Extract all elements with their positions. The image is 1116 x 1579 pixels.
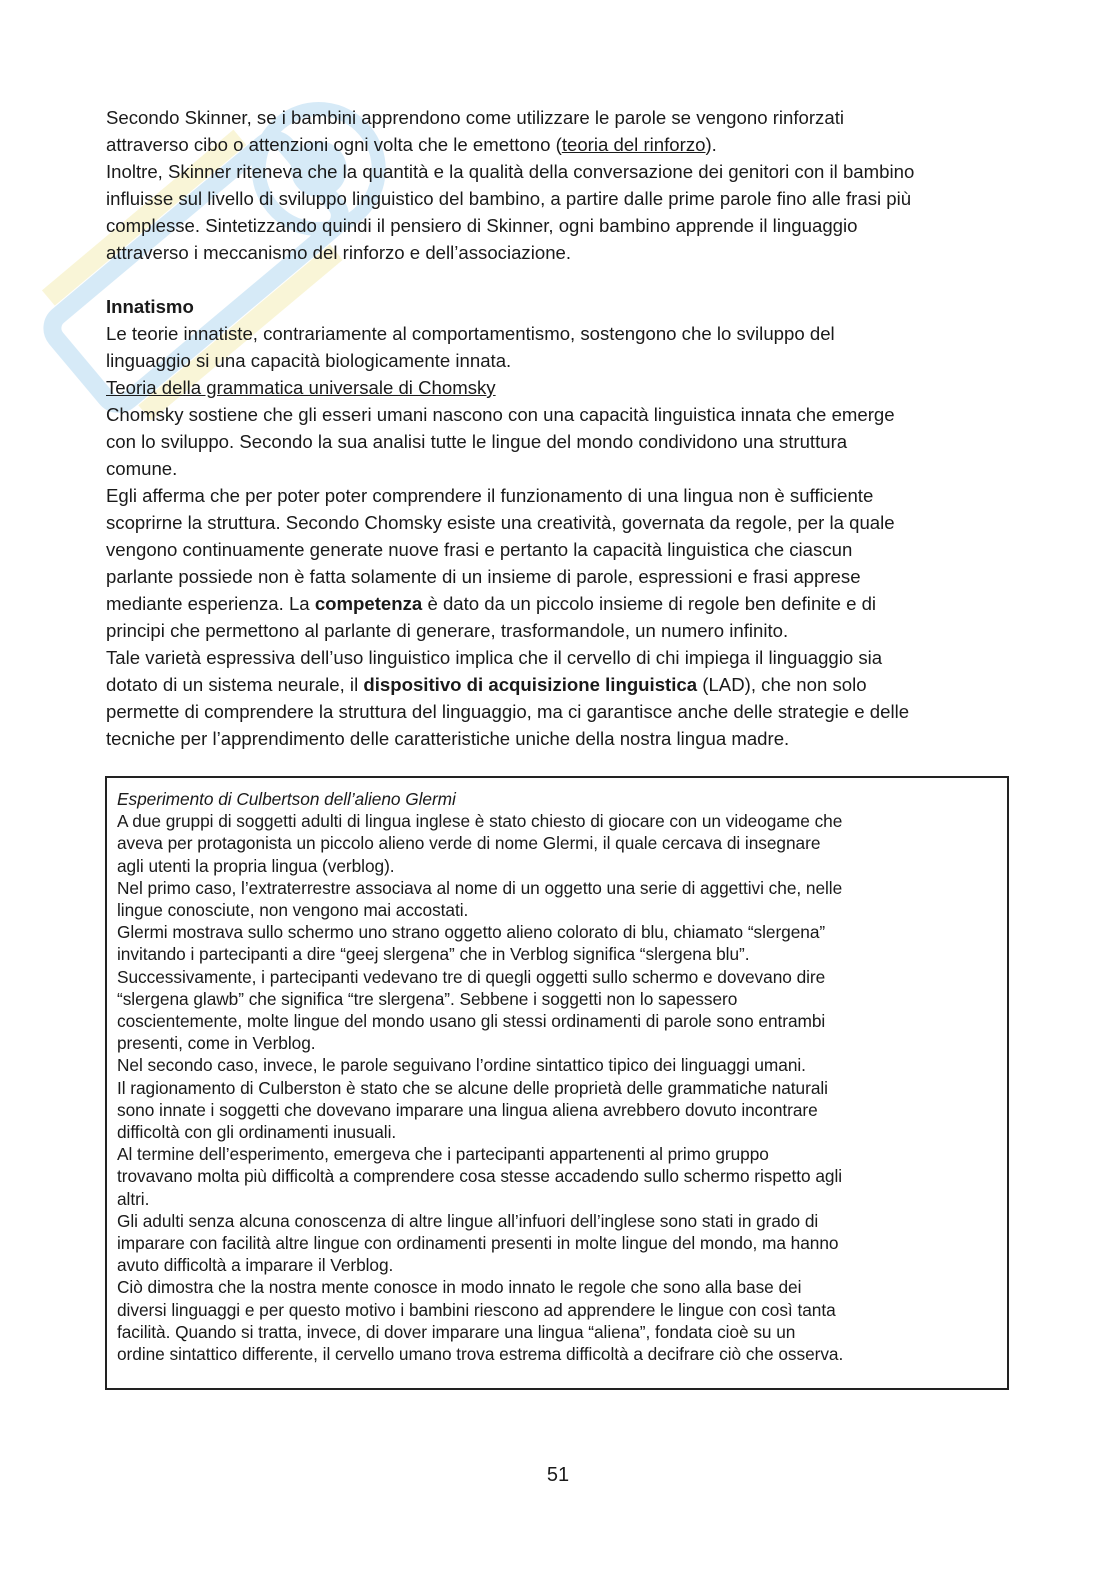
body-line: parlante possiede non è fatta solamente di un insieme di parole, espressioni e frasi apprese [106, 566, 861, 587]
box-line: Glermi mostrava sullo schermo uno strano oggetto alieno colorato di blu, chiamato “slergena” [117, 922, 826, 943]
box-line: ordine sintattico differente, il cervello umano trova estrema difficoltà a decifrare ciò che osserva. [117, 1344, 844, 1365]
bold-term: dispositivo di acquisizione linguistica [363, 674, 698, 695]
body-line: tecniche per l’apprendimento delle caratteristiche uniche della nostra lingua madre. [106, 728, 790, 749]
box-line: invitando i partecipanti a dire “geej slergena” che in Verblog significa “slergena blu”. [117, 944, 750, 965]
experiment-box [105, 776, 1009, 1390]
text-span: ). [705, 134, 717, 155]
box-line: Al termine dell’esperimento, emergeva che i partecipanti appartenenti al primo gruppo [117, 1144, 769, 1165]
intro-line: attraverso i meccanismo del rinforzo e dell’associazione. [106, 242, 572, 263]
box-line: sono innate i soggetti che dovevano imparare una lingua aliena avrebbero dovuto incontrare [117, 1099, 818, 1120]
box-line: imparare con facilità altre lingue con ordinamenti presenti in molte lingue del mondo, ma hanno [117, 1233, 839, 1254]
box-line: avuto difficoltà a imparare il Verblog. [117, 1255, 394, 1276]
body-line [106, 671, 1012, 698]
intro-line: complesse. Sintetizzando quindi il pensiero di Skinner, ogni bambino apprende il linguaggio [106, 215, 858, 236]
box-line: presenti, come in Verblog. [117, 1033, 316, 1054]
text-span: è dato da un piccolo insieme di regole ben definite e di [422, 593, 877, 614]
box-line: difficoltà con gli ordinamenti inusuali. [117, 1122, 397, 1143]
box-line: facilità. Quando si tratta, invece, di dover imparare una lingua “aliena”, fondata cioè su un [117, 1321, 796, 1342]
body-line: Egli afferma che per poter poter comprendere il funzionamento di una lingua non è sufficiente [106, 485, 874, 506]
text-span: mediante esperienza. La [106, 593, 315, 614]
box-line: Nel primo caso, l’extraterrestre associava al nome di un oggetto una serie di aggettivi che, nelle [117, 877, 843, 898]
body-line: Chomsky sostiene che gli esseri umani nascono con una capacità linguistica innata che emerge [106, 404, 895, 425]
text-span: attraverso cibo o attenzioni ogni volta che le emettono ( [106, 134, 562, 155]
box-line: Ciò dimostra che la nostra mente conosce in modo innato le regole che sono alla base dei [117, 1277, 802, 1298]
body-line: Le teorie innatiste, contrariamente al comportamentismo, sostengono che lo sviluppo del [106, 323, 835, 344]
intro-line: influisse sul livello di sviluppo linguistico del bambino, a partire dalle prime parole fino alle frasi più [106, 188, 912, 209]
text-span: (LAD), che non solo [697, 674, 867, 695]
box-title: Esperimento di Culbertson dell’alieno Glermi [117, 789, 456, 809]
body-line: permette di comprendere la struttura del linguaggio, ma ci garantisce anche delle strategie e delle [106, 701, 910, 722]
box-line: coscientemente, molte lingue del mondo usano gli stessi ordinamenti di parole sono entrambi [117, 1011, 826, 1032]
body-line: con lo sviluppo. Secondo la sua analisi tutte le lingue del mondo condividono una struttura [106, 431, 848, 452]
theory-link[interactable]: teoria del rinforzo [561, 134, 706, 155]
box-line: aveva per protagonista un piccolo alieno verde di nome Glermi, il quale cercava di insegnare [117, 833, 821, 854]
box-line: diversi linguaggi e per questo motivo i bambini riescono ad apprendere le lingue con così tanta [117, 1299, 836, 1320]
body-line: scoprirne la struttura. Secondo Chomsky esiste una creatività, governata da regole, per la quale [106, 512, 895, 533]
body-line: Tale varietà espressiva dell’uso linguistico implica che il cervello di chi impiega il linguaggio sia [106, 647, 883, 668]
box-body [117, 810, 997, 1365]
page-number: 51 [546, 1464, 570, 1486]
box-line: Il ragionamento di Culberston è stato che se alcune delle proprietà delle grammatiche naturali [117, 1077, 828, 1098]
body-line: principi che permettono al parlante di generare, trasformandole, un numero infinito. [106, 620, 789, 641]
text-span: dotato di un sistema neurale, il [106, 674, 364, 695]
box-line: trovavano molta più difficoltà a comprendere cosa stesse accadendo sullo schermo rispetto agli [117, 1166, 843, 1187]
body-line: comune. [106, 458, 178, 479]
box-line: Nel secondo caso, invece, le parole seguivano l’ordine sintattico tipico dei linguaggi umani. [117, 1055, 806, 1076]
main-text [106, 104, 1012, 752]
box-line: A due gruppi di soggetti adulti di lingua inglese è stato chiesto di giocare con un videogame che [117, 811, 843, 832]
box-line: altri. [117, 1188, 150, 1209]
intro-line [106, 131, 1012, 158]
subsection-heading: Teoria della grammatica universale di Chomsky [106, 377, 496, 398]
bold-term: competenza [314, 593, 423, 614]
body-line [106, 590, 1012, 617]
intro-line: Secondo Skinner, se i bambini apprendono come utilizzare le parole se vengono rinforzati [106, 107, 844, 128]
body-line: vengono continuamente generate nuove frasi e pertanto la capacità linguistica che ciascun [106, 539, 853, 560]
box-line: lingue conosciute, non vengono mai accostati. [117, 900, 469, 921]
box-line: Successivamente, i partecipanti vedevano tre di quegli oggetti sullo schermo e dovevano dire [117, 966, 826, 987]
box-line: “slergena glawb” che significa “tre slergena”. Sebbene i soggetti non lo sapessero [117, 988, 738, 1009]
box-line: Gli adulti senza alcuna conoscenza di altre lingue all’infuori dell’inglese sono stati in grado di [117, 1210, 819, 1231]
body-line: linguaggio si una capacità biologicamente innata. [106, 350, 512, 371]
intro-line: Inoltre, Skinner riteneva che la quantità e la qualità della conversazione dei genitori con il bambino [106, 161, 915, 182]
section-heading: Innatismo [106, 296, 194, 317]
box-line: agli utenti la propria lingua (verblog). [117, 855, 395, 876]
